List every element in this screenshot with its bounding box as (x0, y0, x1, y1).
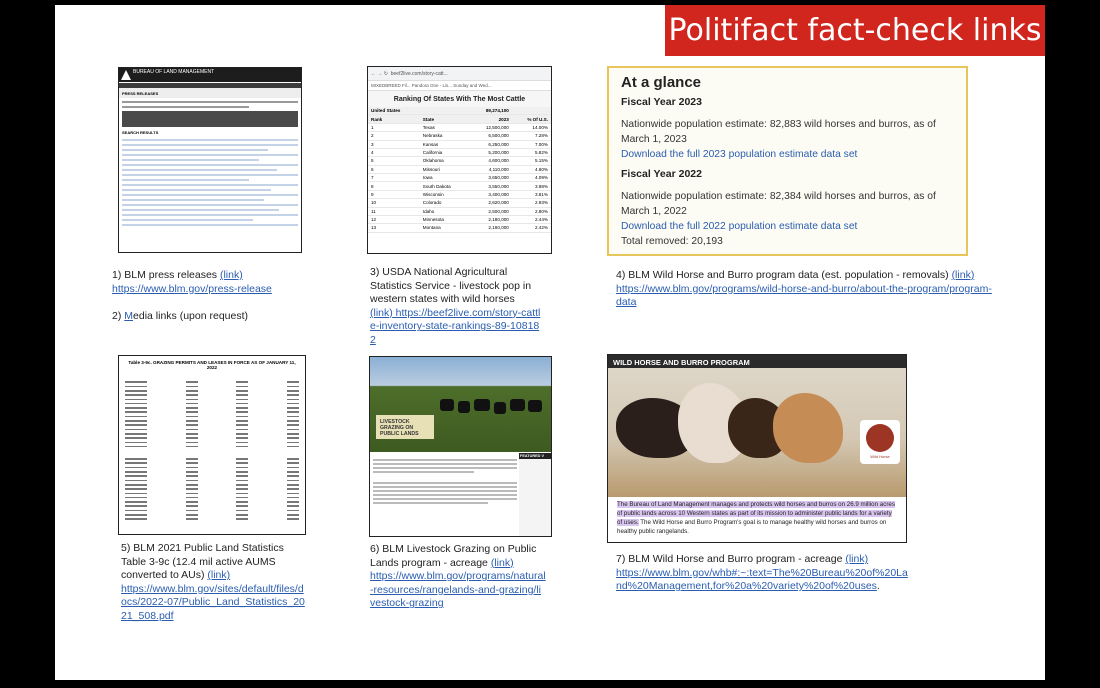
caption-4: 4) BLM Wild Horse and Burro program data (est. population - removals) (link) https://www.blm.gov/programs/wild-horse-and-burro/about-the-program/program-data (616, 269, 992, 309)
table-3-9c-rows (125, 380, 299, 521)
cattle-cell: Iowa (420, 174, 470, 182)
livestock-grazing-screenshot (369, 356, 552, 537)
caption-1: 1) BLM press releases (link) https://www.blm.gov/press-release (112, 269, 272, 295)
cattle-cell: Colorado (420, 199, 470, 207)
cattle-us-total-row (368, 107, 551, 115)
at-a-glance-panel (607, 66, 968, 256)
cattle-cell: 5.82% (512, 148, 551, 156)
cattle-cell: 14.00% (512, 123, 551, 131)
caption-7-link[interactable]: (link) (845, 553, 869, 565)
cattle-row (368, 182, 551, 190)
cattle-cell: 3,650,000 (469, 174, 511, 182)
browser-url-bar: ← → ↻ beef2live.com/story-catt... (368, 67, 551, 81)
cattle-cell: 8 (368, 182, 420, 190)
cattle-header-row (368, 115, 551, 123)
fiscal-year-2022: Fiscal Year 2022 (621, 168, 702, 180)
cattle-cell: 7.28% (512, 132, 551, 140)
cattle-cell: 4.09% (512, 174, 551, 182)
search-results-heading: SEARCH RESULTS (122, 130, 159, 135)
cattle-cell: South Dakota (420, 182, 470, 190)
cattle-cell: Texas (420, 123, 470, 131)
cattle-row (368, 165, 551, 173)
blm-logo-icon (121, 70, 131, 80)
cattle-cell: 5.15% (512, 157, 551, 165)
cattle-row (368, 148, 551, 156)
caption-6-link[interactable]: (link) (490, 556, 514, 569)
cattle-cell: 2.42% (512, 224, 551, 232)
cattle-cell: % Of U.S. (512, 115, 551, 123)
caption-5-url[interactable]: https://www.blm.gov/sites/default/files/docs/2022-07/Public_Land_Statistics_2021_508.pdf (121, 582, 305, 622)
cattle-cell: 3,550,000 (469, 182, 511, 190)
livestock-body-text (373, 457, 517, 506)
cattle-cell: 3.98% (512, 182, 551, 190)
caption-3-url[interactable]: https://beef2live.com/story-cattle-inventory-state-rankings-89-108182 (370, 306, 541, 346)
caption-4-url[interactable]: https://www.blm.gov/programs/wild-horse-and-burro/about-the-program/program-data (616, 282, 992, 309)
cattle-cell: Minnesota (420, 215, 470, 223)
cattle-row (368, 224, 551, 232)
cattle-cell: 2,500,000 (469, 207, 511, 215)
cattle-cell: 9 (368, 190, 420, 198)
cattle-cell: 2.93% (512, 199, 551, 207)
blm-agency-name: BUREAU OF LAND MANAGEMENT (133, 69, 215, 75)
featured-video-sidebar: FEATURED V (519, 453, 551, 537)
wild-horse-program-title: WILD HORSE AND BURRO PROGRAM (608, 355, 906, 368)
caption-2: 2) Media links (upon request) (112, 310, 248, 322)
cattle-row (368, 174, 551, 182)
cattle-row (368, 132, 551, 140)
wild-horse-description: The Bureau of Land Management manages and protects wild horses and burros on 26.9 million acres of public lands across 10 Western states as part of its mission to administer public lands for a variety of uses. The Wild Horse and Burro Program's goal is to manage healthy wild horses and burros on healthy public rangelands. (617, 501, 895, 535)
download-2023-link[interactable]: Download the full 2023 population estimate data set (621, 149, 858, 160)
cattle-row (368, 190, 551, 198)
cattle-cell: 4 (368, 148, 420, 156)
cattle-cell: 2,160,000 (469, 224, 511, 232)
cattle-row (368, 123, 551, 131)
cattle-cell: 4,600,000 (469, 157, 511, 165)
cattle-cell: 10 (368, 199, 420, 207)
at-a-glance-title: At a glance (621, 74, 702, 91)
cattle-cell: Wisconsin (420, 190, 470, 198)
cattle-cell: 2,180,000 (469, 215, 511, 223)
cattle-cell: 11 (368, 207, 420, 215)
cattle-cell: 2.44% (512, 215, 551, 223)
download-2022-link[interactable]: Download the full 2022 population estimate data set (621, 221, 858, 232)
cattle-cell: Idaho (420, 207, 470, 215)
cattle-table (368, 107, 551, 233)
cattle-cell: 6,250,000 (469, 140, 511, 148)
cattle-cell: California (420, 148, 470, 156)
wild-horse-program-screenshot (607, 354, 907, 543)
caption-7-url[interactable]: https://www.blm.gov/whb#:~:text=The%20Bureau%20of%20Land%20Management,for%20a%20variety%20of%20uses (616, 566, 908, 593)
table-row (125, 449, 299, 457)
caption-1-url[interactable]: https://www.blm.gov/press-release (112, 282, 272, 295)
cattle-cell: 13 (368, 224, 420, 232)
cattle-ranking-title: Ranking Of States With The Most Cattle (368, 91, 551, 107)
wild-horse-logo-icon: Wild Horse (860, 420, 900, 464)
cattle-cell: State (420, 115, 470, 123)
cattle-cell: 5 (368, 157, 420, 165)
bookmarks-bar: MIXEDBREED Fil... Pandora One - Lis... Sunday and Wed... (368, 81, 551, 91)
cattle-cell: 2023 (469, 115, 511, 123)
caption-7: 7) BLM Wild Horse and Burro program - acreage (link) https://www.blm.gov/whb#:~:text=The%20Bureau%20of%20Land%20Management,for%20a%20variety%20of%20uses. (616, 553, 908, 593)
estimate-2023: Nationwide population estimate: 82,883 wild horses and burros, as of March 1, 2023 (621, 119, 936, 145)
cattle-cell: 6,500,000 (469, 132, 511, 140)
cattle-cell: 2,620,000 (469, 199, 511, 207)
cattle-cell: 1 (368, 123, 420, 131)
horses-photo (608, 368, 906, 497)
cattle-cell: 3.81% (512, 190, 551, 198)
cattle-row (368, 207, 551, 215)
press-heading: PRESS RELEASES (119, 88, 301, 98)
table-row (125, 517, 299, 521)
cattle-cell (420, 107, 470, 115)
fiscal-year-2023: Fiscal Year 2023 (621, 96, 702, 108)
cattle-cell: 4,110,000 (469, 165, 511, 173)
cattle-cell: 4.60% (512, 165, 551, 173)
cattle-cell: 5,200,000 (469, 148, 511, 156)
cattle-cell: Nebraska (420, 132, 470, 140)
cattle-cell: Rank (368, 115, 420, 123)
caption-4-link[interactable]: (link) (951, 269, 975, 281)
cattle-row (368, 140, 551, 148)
cattle-cell: United States (368, 107, 420, 115)
estimate-2022: Nationwide population estimate: 82,384 wild horses and burros, as of March 1, 2022 (621, 191, 936, 217)
cattle-cell: Oklahoma (420, 157, 470, 165)
table-3-9c-title: Table 3-9c. GRAZING PERMITS AND LEASES IN FORCE AS OF JANUARY 11, 2022 (128, 360, 296, 370)
cattle-cell: Missouri (420, 165, 470, 173)
cattle-cell: 7.00% (512, 140, 551, 148)
slide (55, 5, 1045, 680)
livestock-grazing-label: LIVESTOCK GRAZING ON PUBLIC LANDS (376, 415, 434, 439)
beef2live-cattle-screenshot (367, 66, 552, 254)
cattle-row (368, 199, 551, 207)
caption-6-url[interactable]: https://www.blm.gov/programs/natural-resources/rangelands-and-grazing/livestock-grazing (370, 570, 546, 610)
cattle-cell: 3,400,000 (469, 190, 511, 198)
caption-6: 6) BLM Livestock Grazing on Public Lands program - acreage (link) https://www.blm.gov/programs/natural-resources/rangelands-and-grazing/livestock-grazing (370, 543, 546, 610)
cattle-photo (370, 357, 551, 452)
cattle-cell: 2 (368, 132, 420, 140)
blm-press-releases-screenshot (118, 67, 302, 253)
cattle-cell: 2.80% (512, 207, 551, 215)
cattle-cell: Kansas (420, 140, 470, 148)
cattle-row (368, 215, 551, 223)
cattle-cell: 89,274,100 (469, 107, 511, 115)
cattle-cell: 3 (368, 140, 420, 148)
grazing-permits-table-screenshot (118, 355, 306, 535)
cattle-cell: 7 (368, 174, 420, 182)
slide-title-banner: Politifact fact-check links (665, 5, 1045, 56)
cattle-cell: 12 (368, 215, 420, 223)
caption-5-link[interactable]: (link) (207, 569, 231, 582)
caption-5: 5) BLM 2021 Public Land Statistics Table 3-9c (12.4 mil active AUMS converted to AUs) (link) https://www.blm.gov/sites/default/files/docs/2022-07/Public_Land_Statistics_2021_508.pdf (121, 542, 305, 622)
caption-3-link[interactable]: (link) (370, 306, 393, 319)
cattle-cell (512, 107, 551, 115)
total-removed: Total removed: 20,193 (621, 236, 723, 247)
search-filter-box (122, 111, 298, 127)
cattle-cell: 12,500,000 (469, 123, 511, 131)
cattle-row (368, 157, 551, 165)
caption-1-link[interactable]: (link) (219, 269, 243, 281)
cattle-cell: Montana (420, 224, 470, 232)
cattle-cell: 6 (368, 165, 420, 173)
caption-3: 3) USDA National Agricultural Statistics Service - livestock pop in western states with wild horses (link) https://beef2live.com/story-cattle-inventory-state-rankings-89-108182 (370, 266, 541, 346)
